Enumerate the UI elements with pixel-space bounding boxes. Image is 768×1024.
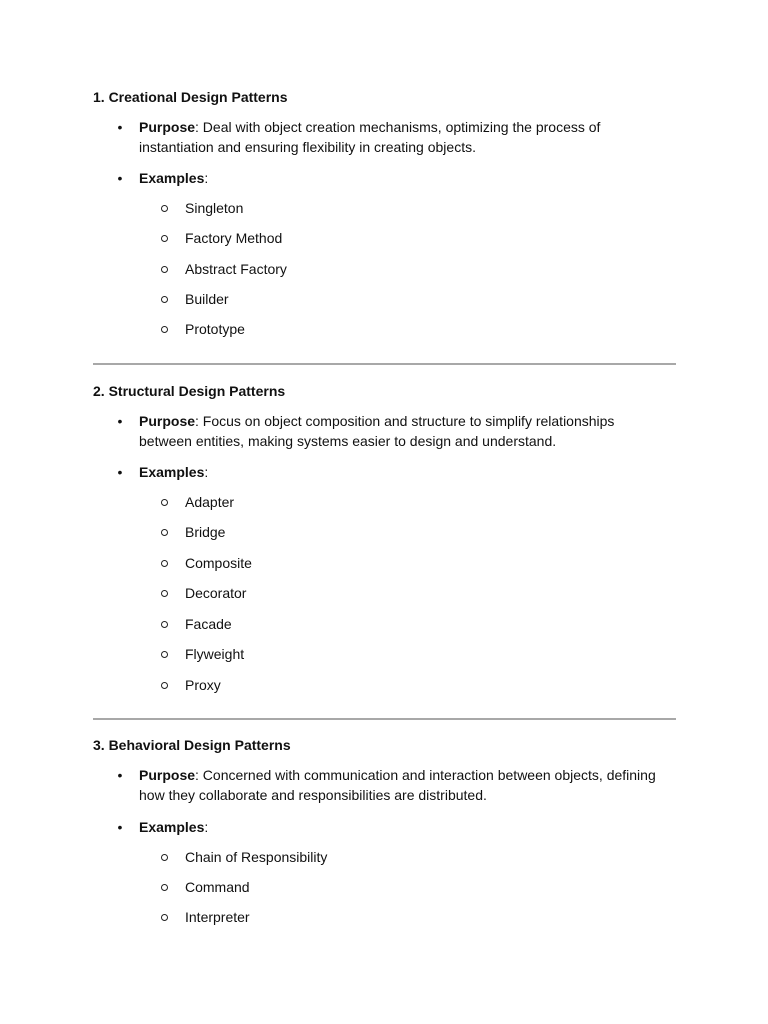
examples-colon: : — [204, 464, 209, 480]
bullet-dot-icon: • — [117, 170, 123, 186]
bullet-dot-icon: • — [117, 119, 123, 135]
section-divider — [93, 363, 676, 365]
example-label: Decorator — [185, 585, 247, 601]
purpose-label: Purpose — [139, 119, 196, 135]
circle-bullet-icon — [161, 560, 168, 567]
example-label: Builder — [185, 291, 229, 307]
examples-colon: : — [204, 819, 209, 835]
purpose-text-block — [139, 765, 659, 805]
example-label: Composite — [185, 555, 252, 571]
circle-bullet-icon — [161, 621, 168, 628]
example-label: Abstract Factory — [185, 261, 287, 277]
circle-bullet-icon — [161, 205, 168, 212]
purpose-description: : Concerned with communication and interaction between objects, defining how they collaborate and responsibilities are distributed. — [139, 767, 656, 803]
bullet-dot-icon: • — [117, 767, 123, 783]
purpose-description: : Deal with object creation mechanisms, optimizing the process of instantiation and ensuring flexibility in creating objects. — [139, 119, 601, 155]
examples-text-block — [139, 462, 659, 482]
section-heading-creational: 1. Creational Design Patterns — [93, 89, 288, 105]
circle-bullet-icon — [161, 854, 168, 861]
example-label: Adapter — [185, 494, 235, 510]
example-label: Facade — [185, 616, 232, 632]
example-label: Bridge — [185, 524, 226, 540]
circle-bullet-icon — [161, 914, 168, 921]
purpose-text-block — [139, 411, 659, 451]
examples-text-block — [139, 168, 659, 188]
example-label: Command — [185, 879, 250, 895]
section-divider — [93, 718, 676, 720]
example-label: Factory Method — [185, 230, 283, 246]
purpose-label: Purpose — [139, 413, 196, 429]
examples-label: Examples — [139, 464, 205, 480]
circle-bullet-icon — [161, 682, 168, 689]
circle-bullet-icon — [161, 296, 168, 303]
example-label: Interpreter — [185, 909, 250, 925]
example-label: Proxy — [185, 677, 221, 693]
examples-label: Examples — [139, 170, 205, 186]
section-heading-structural: 2. Structural Design Patterns — [93, 383, 286, 399]
purpose-text-block — [139, 117, 659, 157]
examples-colon: : — [204, 170, 209, 186]
circle-bullet-icon — [161, 266, 168, 273]
circle-bullet-icon — [161, 884, 168, 891]
circle-bullet-icon — [161, 235, 168, 242]
example-label: Singleton — [185, 200, 244, 216]
purpose-label: Purpose — [139, 767, 196, 783]
bullet-dot-icon: • — [117, 819, 123, 835]
example-label: Chain of Responsibility — [185, 849, 328, 865]
circle-bullet-icon — [161, 651, 168, 658]
example-label: Flyweight — [185, 646, 245, 662]
circle-bullet-icon — [161, 499, 168, 506]
circle-bullet-icon — [161, 590, 168, 597]
bullet-dot-icon: • — [117, 413, 123, 429]
purpose-description: : Focus on object composition and structure to simplify relationships between entities, making systems easier to design and understand. — [139, 413, 615, 449]
example-label: Prototype — [185, 321, 245, 337]
examples-text-block — [139, 817, 659, 837]
circle-bullet-icon — [161, 529, 168, 536]
circle-bullet-icon — [161, 326, 168, 333]
bullet-dot-icon: • — [117, 464, 123, 480]
examples-label: Examples — [139, 819, 205, 835]
section-heading-behavioral: 3. Behavioral Design Patterns — [93, 737, 291, 753]
